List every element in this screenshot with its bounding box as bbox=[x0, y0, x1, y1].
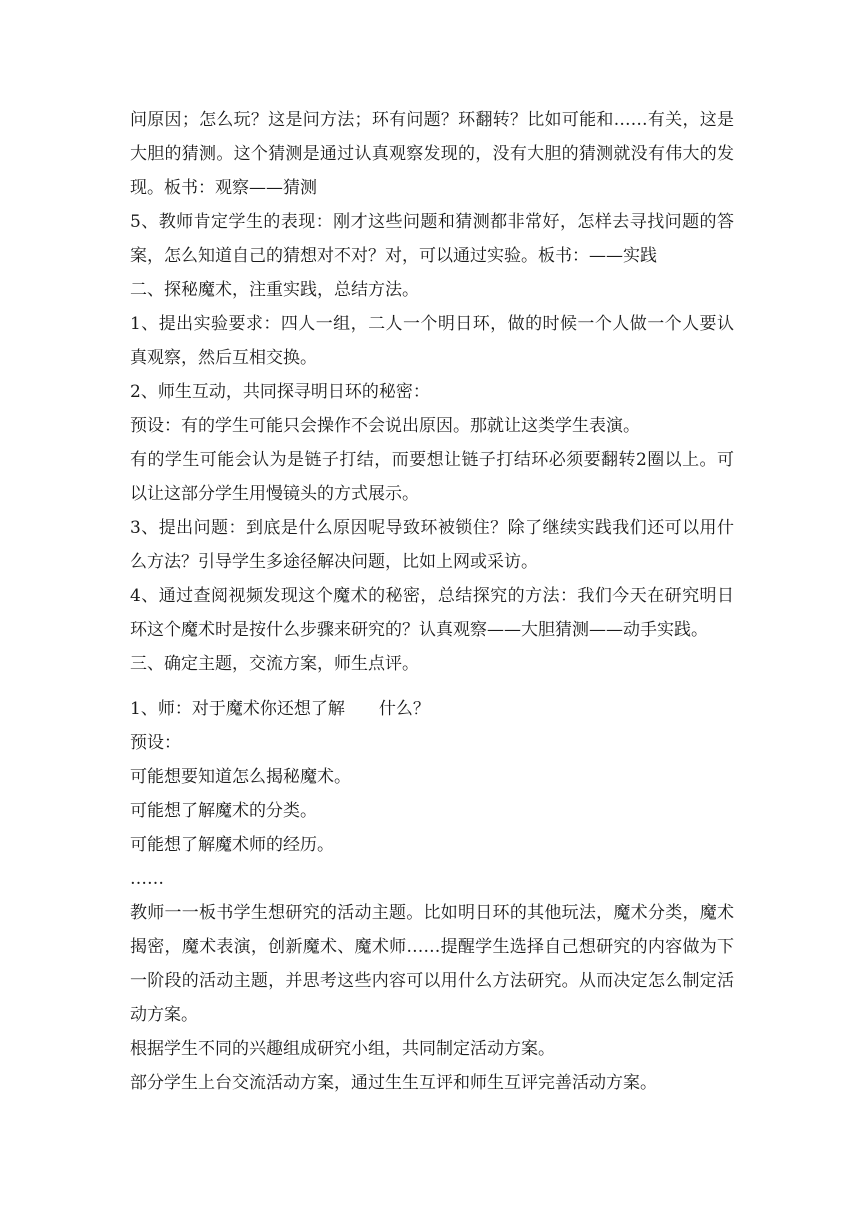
paragraph-share-plans: 部分学生上台交流活动方案，通过生生互评和师生互评完善活动方案。 bbox=[130, 1073, 657, 1093]
paragraph-teacher-question: 1、师：对于魔术你还想了解 什么？ bbox=[130, 699, 430, 719]
document-body bbox=[130, 103, 734, 1100]
paragraph-step-3-question: 3、提出问题：到底是什么原因呢导致环被锁住？除了继续实践我们还可以用什么方法？引导学生多途径解决问题，比如上网或采访。 bbox=[130, 518, 734, 572]
paragraph-step-5: 5、教师肯定学生的表现：刚才这些问题和猜测都非常好，怎样去寻找问题的答案，怎么知道自己的猜想对不对？对，可以通过实验。板书：——实践 bbox=[130, 212, 734, 266]
list-item-magic-types: 可能想了解魔术的分类。 bbox=[130, 801, 317, 821]
section-heading-2: 二、探秘魔术，注重实践，总结方法。 bbox=[130, 280, 419, 300]
paragraph-observe-guess: 问原因；怎么玩？这是问方法；环有问题？环翻转？比如可能和……有关，这是大胆的猜测。这个猜测是通过认真观察发现的，没有大胆的猜测就没有伟大的发现。板书：观察——猜测 bbox=[130, 110, 734, 198]
paragraph-form-groups: 根据学生不同的兴趣组成研究小组，共同制定活动方案。 bbox=[130, 1039, 555, 1059]
list-item-magician-experience: 可能想了解魔术师的经历。 bbox=[130, 835, 334, 855]
list-item-reveal-magic: 可能想要知道怎么揭秘魔术。 bbox=[130, 767, 351, 787]
paragraph-step-4-summary: 4、通过查阅视频发现这个魔术的秘密，总结探究的方法：我们今天在研究明日环这个魔术时是按什么步骤来研究的？认真观察——大胆猜测——动手实践。 bbox=[130, 586, 734, 640]
paragraph-chain-knot: 有的学生可能会认为是链子打结，而要想让链子打结环必须要翻转2圈以上。可以让这部分学生用慢镜头的方式展示。 bbox=[130, 450, 734, 504]
ellipsis-line: …… bbox=[130, 869, 164, 889]
paragraph-preset-1: 预设：有的学生可能只会操作不会说出原因。那就让这类学生表演。 bbox=[130, 416, 640, 436]
paragraph-step-2-interaction: 2、师生互动，共同探寻明日环的秘密： bbox=[130, 382, 430, 402]
paragraph-step-1-requirements: 1、提出实验要求：四人一组，二人一个明日环，做的时候一个人做一个人要认真观察，然后互相交换。 bbox=[130, 314, 734, 368]
section-heading-3: 三、确定主题，交流方案，师生点评。 bbox=[130, 654, 419, 674]
paragraph-preset-label: 预设： bbox=[130, 733, 181, 753]
paragraph-board-topics: 教师一一板书学生想研究的活动主题。比如明日环的其他玩法，魔术分类，魔术揭密，魔术表演，创新魔术、魔术师……提醒学生选择自己想研究的内容做为下一阶段的活动主题，并思考这些内容可以用什么方法研究。从而决定怎么制定活动方案。 bbox=[130, 903, 734, 1025]
